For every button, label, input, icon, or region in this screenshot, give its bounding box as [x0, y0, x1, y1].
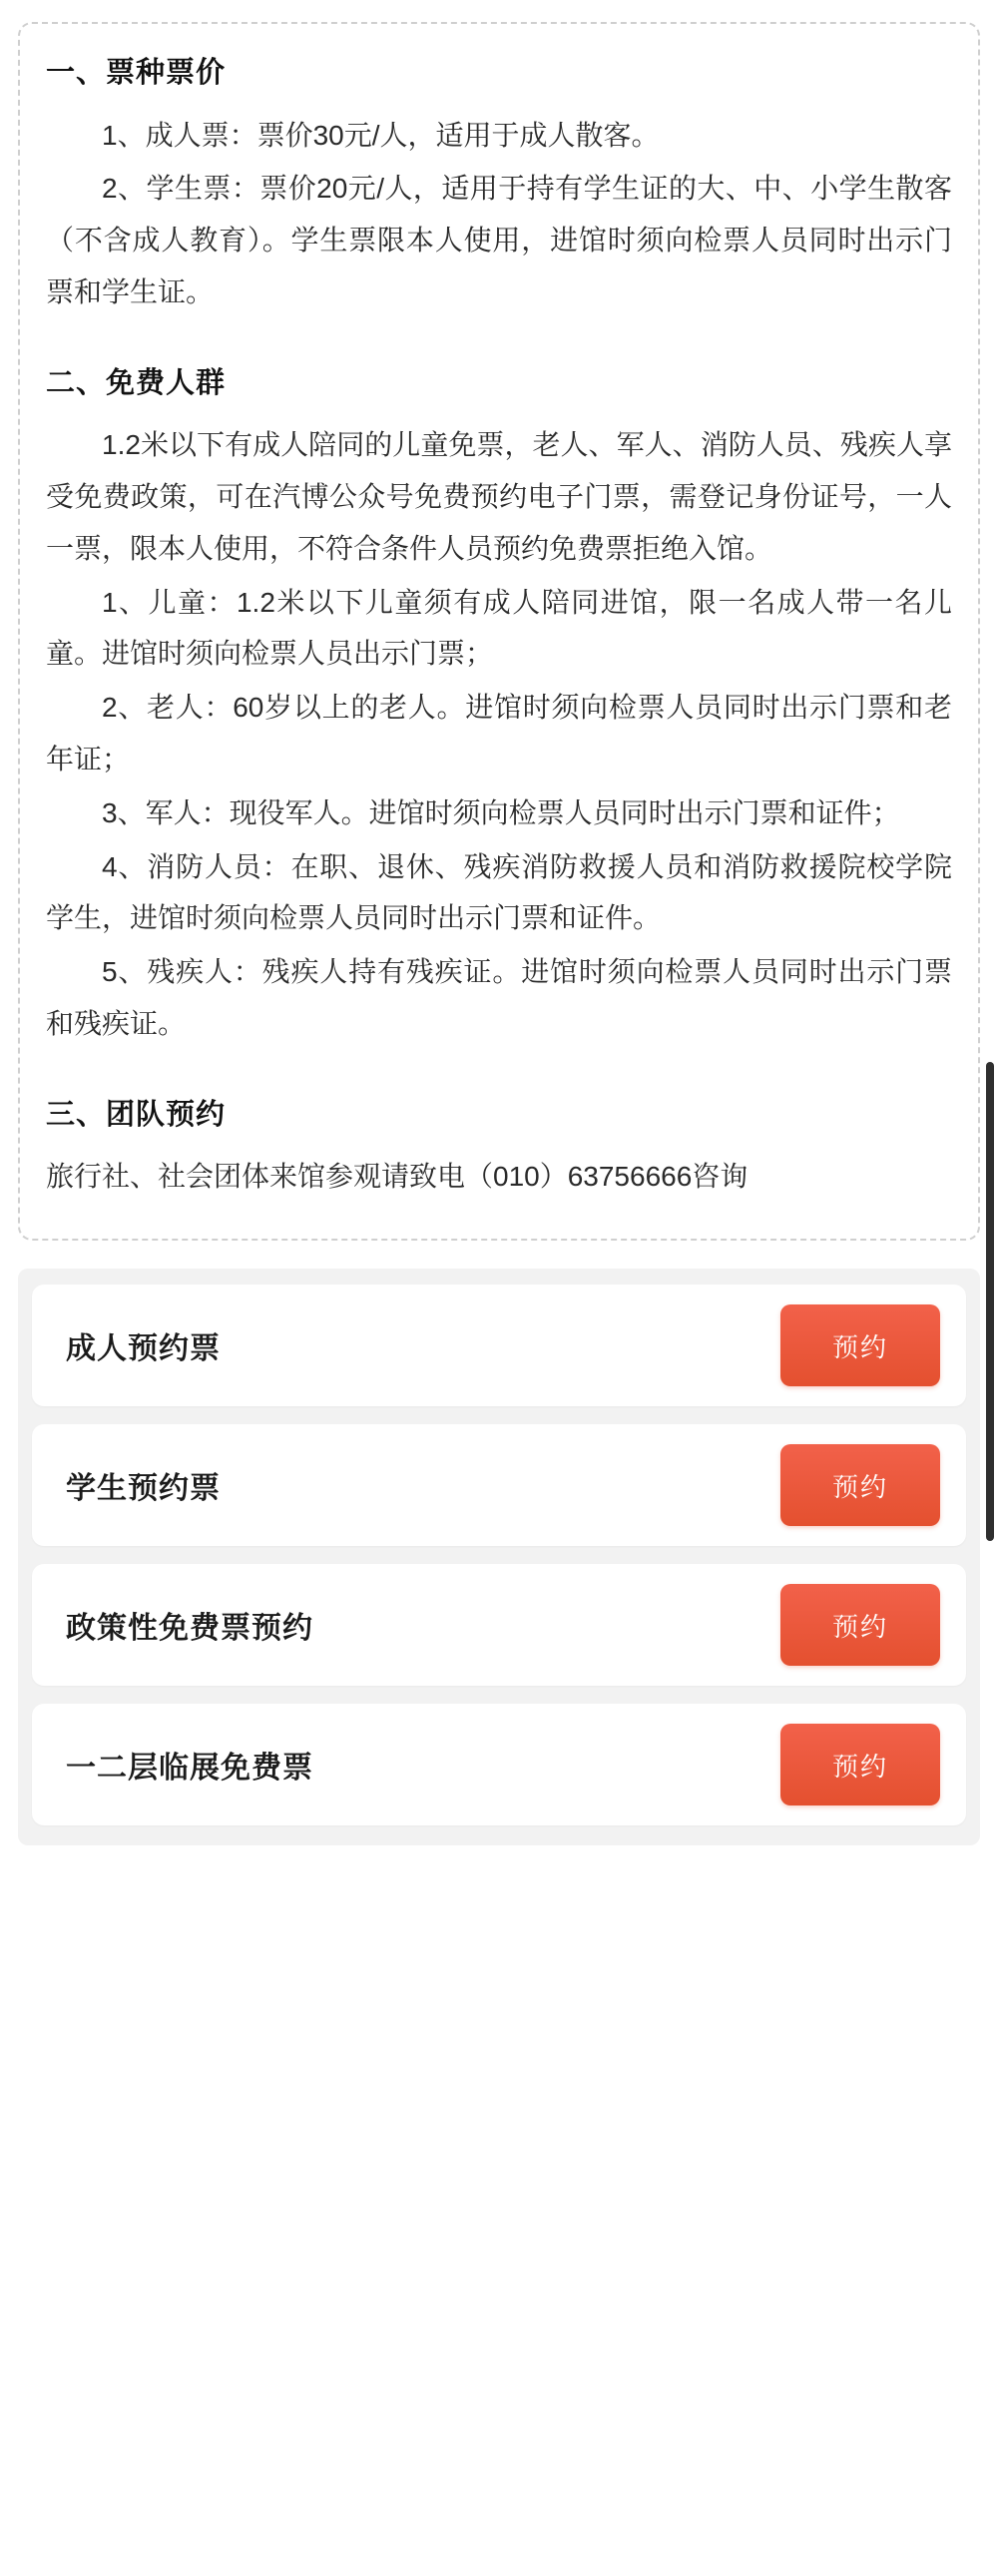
ticket-info-card [18, 22, 980, 1241]
list-item[interactable] [32, 1424, 966, 1546]
book-button[interactable]: 预约 [780, 1304, 940, 1386]
paragraph: 1、成人票：票价30元/人，适用于成人散客。 [102, 119, 660, 151]
ticket-name: 一二层临展免费票 [66, 1752, 313, 1786]
paragraph: 5、残疾人：残疾人持有残疾证。进馆时须向检票人员同时出示门票和残疾证。 [46, 956, 952, 1039]
section-title: 二、免费人群 [46, 366, 227, 399]
list-item[interactable] [32, 1285, 966, 1406]
list-item[interactable] [32, 1564, 966, 1686]
paragraph: 旅行社、社会团体来馆参观请致电（010）63756666咨询 [46, 1161, 748, 1193]
spacer [46, 1076, 952, 1094]
paragraph: 1.2米以下有成人陪同的儿童免票，老人、军人、消防人员、残疾人享受免费政策，可在汽博公众号免费预约电子门票，需登记身份证号，一人一票，限本人使用，不符合条件人员预约免费票拒绝入馆。 [46, 429, 952, 564]
paragraph: 2、学生票：票价20元/人，适用于持有学生证的大、中、小学生散客（不含成人教育）。学生票限本人使用，进馆时须向检票人员同时出示门票和学生证。 [46, 173, 952, 307]
ticket-list [18, 1269, 980, 1845]
book-button[interactable]: 预约 [780, 1444, 940, 1526]
list-item[interactable] [32, 1704, 966, 1825]
paragraph: 1、儿童：1.2米以下儿童须有成人陪同进馆，限一名成人带一名儿童。进馆时须向检票人员出示门票； [46, 586, 952, 670]
paragraph: 4、消防人员：在职、退休、残疾消防救援人员和消防救援院校学院学生，进馆时须向检票人员同时出示门票和证件。 [46, 850, 952, 934]
ticket-name: 成人预约票 [66, 1332, 221, 1366]
ticket-name: 政策性免费票预约 [66, 1612, 313, 1646]
page-root [0, 22, 998, 2576]
section-title: 一、票种票价 [46, 57, 227, 89]
section-group-booking [46, 1094, 952, 1203]
section-free-admission [46, 362, 952, 1050]
paragraph: 2、老人：60岁以上的老人。进馆时须向检票人员同时出示门票和老年证； [46, 692, 952, 774]
section-title: 三、团队预约 [46, 1098, 227, 1131]
paragraph: 3、军人：现役军人。进馆时须向检票人员同时出示门票和证件； [102, 796, 900, 828]
ticket-name: 学生预约票 [66, 1472, 221, 1506]
book-button[interactable]: 预约 [780, 1724, 940, 1805]
book-button[interactable]: 预约 [780, 1584, 940, 1666]
spacer [46, 344, 952, 362]
section-ticket-types [46, 52, 952, 318]
scrollbar-thumb[interactable] [986, 1062, 994, 1541]
